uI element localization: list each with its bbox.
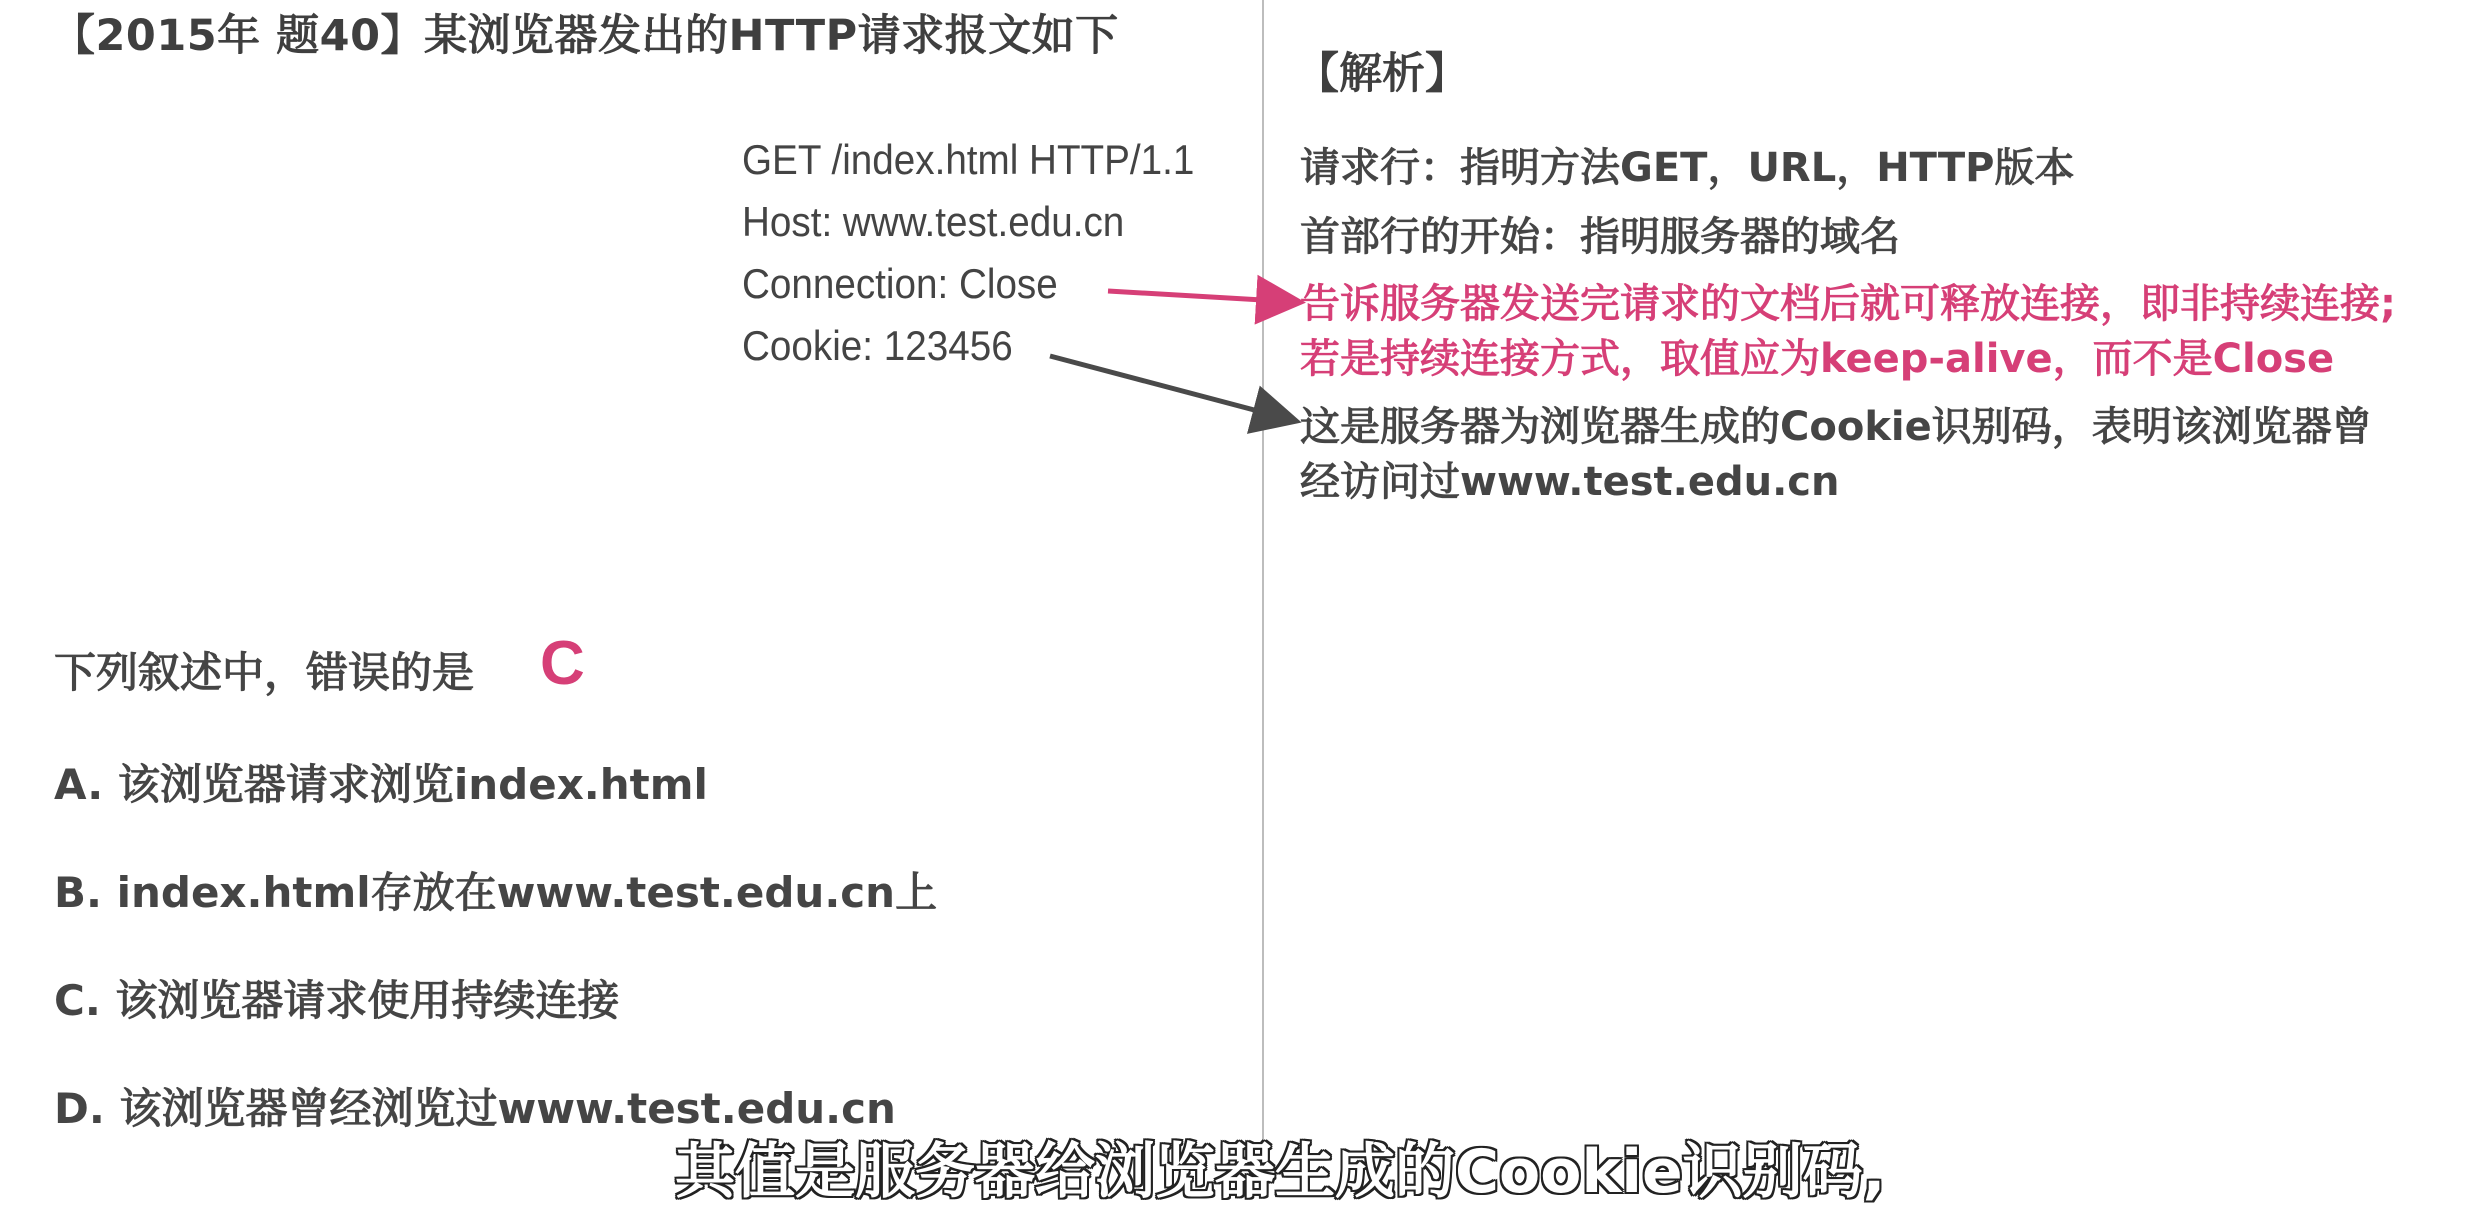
option-a: A. 该浏览器请求浏览index.html: [54, 760, 708, 809]
cookie-note-line-2: 经访问过www.test.edu.cn: [1300, 459, 1840, 505]
option-b: B. index.html存放在www.test.edu.cn上: [54, 868, 938, 917]
answer-letter: C: [540, 629, 585, 698]
cookie-note-line-1: 这是服务器为浏览器生成的Cookie识别码，表明该浏览器曾: [1300, 404, 2372, 450]
question-prompt: 下列叙述中，错误的是: [54, 648, 475, 697]
http-connection-header: Connection: Close: [742, 260, 1058, 307]
connection-arrow: [1108, 291, 1296, 302]
connection-note-line-1: 告诉服务器发送完请求的文档后就可释放连接，即非持续连接;: [1300, 281, 2396, 327]
analysis-heading: 【解析】: [1296, 49, 1468, 99]
http-cookie-header: Cookie: 123456: [742, 322, 1013, 369]
video-subtitle: 其值是服务器给浏览器生成的Cookie识别码,: [675, 1137, 1886, 1207]
option-c: C. 该浏览器请求使用持续连接: [54, 976, 620, 1025]
http-request-line: GET /index.html HTTP/1.1: [742, 136, 1195, 183]
header-start-note: 首部行的开始：指明服务器的域名: [1300, 214, 1900, 260]
question-title: 【2015年 题40】某浏览器发出的HTTP请求报文如下: [52, 11, 1119, 61]
http-host-header: Host: www.test.edu.cn: [742, 198, 1125, 245]
connection-note-line-2: 若是持续连接方式，取值应为keep-alive，而不是Close: [1300, 336, 2335, 382]
cookie-arrow: [1050, 356, 1292, 420]
option-d: D. 该浏览器曾经浏览过www.test.edu.cn: [54, 1084, 896, 1133]
request-line-note: 请求行：指明方法GET，URL，HTTP版本: [1300, 145, 2075, 191]
